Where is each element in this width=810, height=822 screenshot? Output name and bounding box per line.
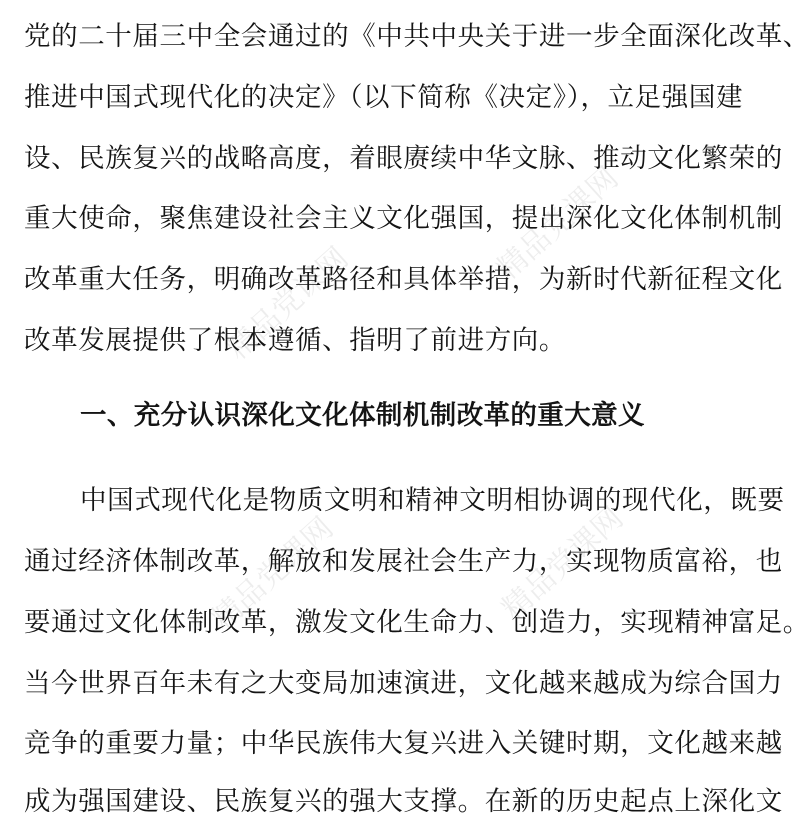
body-line-2: 推进中国式现代化的决定》（以下简称《决定》），立足强国建 (24, 82, 744, 113)
body-line-1: 党的二十届三中全会通过的《中共中央关于进一步全面深化改革、 (24, 21, 810, 52)
section-line-2: 通过经济体制改革，解放和发展社会生产力，实现物质富裕，也 (24, 546, 783, 577)
watermark-4: 精品党课网 (495, 500, 631, 627)
section-line-6: 成为强国建设、民族复兴的强大支撑。在新的历史起点上深化文 (24, 786, 783, 817)
body-line-4: 重大使命，聚焦建设社会主义文化强国，提出深化文化体制机制 (24, 203, 783, 234)
body-line-3: 设、民族复兴的战略高度，着眼赓续中华文脉、推动文化繁荣的 (24, 143, 783, 174)
section-line-4: 当今世界百年未有之大变局加速演进，文化越来越成为综合国力 (24, 668, 783, 699)
body-line-6: 改革发展提供了根本遵循、指明了前进方向。 (24, 325, 566, 356)
watermark-1: 精品党课网 (490, 160, 626, 287)
watermark-2: 精品党课网 (220, 240, 356, 367)
section-line-3: 要通过文化体制改革，激发文化生命力、创造力，实现精神富足。 (24, 607, 810, 638)
watermark-3: 精品党课网 (205, 510, 341, 637)
section-line-5: 竞争的重要力量；中华民族伟大复兴进入关键时期，文化越来越 (24, 728, 783, 759)
section-heading: 一、充分认识深化文化体制机制改革的重大意义 (80, 400, 645, 431)
body-line-5: 改革重大任务，明确改革路径和具体举措，为新时代新征程文化 (24, 264, 783, 295)
section-line-1: 中国式现代化是物质文明和精神文明相协调的现代化，既要 (80, 485, 785, 516)
